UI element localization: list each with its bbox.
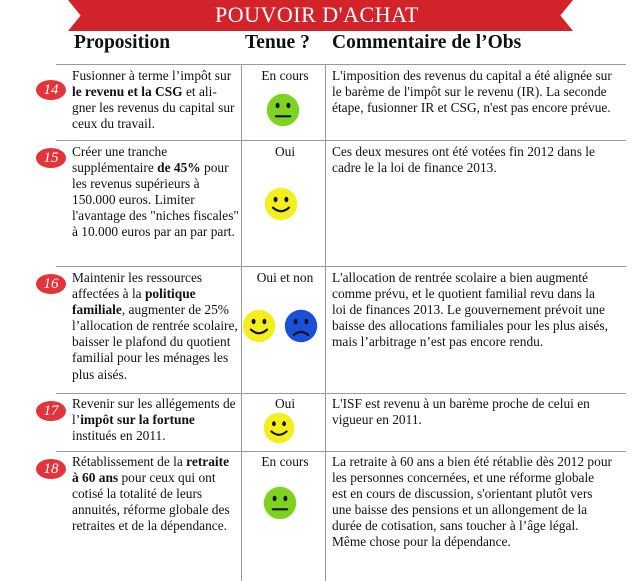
proposition-part: Rétablissement de la: [72, 454, 187, 469]
neutral-face-icon: [265, 92, 301, 128]
page-title: POUVOIR D'ACHAT: [215, 2, 419, 27]
sad-face-icon: [283, 308, 319, 344]
comment-text: L'imposition des revenus du capital a été alignée sur le barème de l'impôt sur le revenu (IR). La seconde étape, fusionner IR et CSG, n'est pas encore prévue.: [332, 68, 612, 116]
proposition-keyword: le revenu et la CSG: [72, 84, 183, 100]
row-divider: [56, 451, 626, 452]
proposal-number-badge: 17: [36, 401, 66, 421]
proposition-part: Maintenir les ressources affectées à la: [72, 270, 203, 302]
row-divider: [56, 393, 626, 394]
header-tenue: Tenue ?: [245, 32, 310, 53]
comment-text: Ces deux mesures ont été votées fin 2012 dans le cadre le la loi de finance 2013.: [332, 144, 595, 176]
proposition-text: [72, 144, 239, 241]
status-label: Oui: [274, 396, 296, 411]
column-divider: [325, 64, 326, 581]
status-label: En cours: [261, 454, 309, 469]
proposition-keyword: impôt sur la fortune: [80, 412, 195, 428]
proposition-part: pour les revenus supérieurs à 150.000 euros. Limiter l'avantage des "niches fiscales" à 10.000 euros par an par part.: [72, 160, 239, 240]
header-proposition: Proposition: [74, 32, 171, 53]
status-label: Oui: [274, 144, 296, 159]
proposition-part: pour ceux qui ont cotisé la totalité de leurs annuités, réforme globale des retraites et de la dépendance.: [72, 470, 230, 534]
proposition-text: [72, 454, 239, 534]
proposition-part: Revenir sur les allégements de l’: [72, 396, 236, 428]
comment-text: L'ISF est revenu à un barème proche de celui en vigueur en 2011.: [332, 396, 590, 428]
proposition-part: Créer une tranche supplémentaire: [72, 144, 168, 176]
proposition-part: et ali-gner les revenus du capital sur ceux du travail.: [72, 84, 235, 132]
proposal-number-badge: 16: [36, 274, 66, 294]
happy-face-icon: [241, 308, 277, 344]
proposition-keyword: de 45%: [157, 160, 201, 176]
row-divider: [56, 64, 626, 65]
comment-text: L'allocation de rentrée scolaire a bien augmenté comme prévu, et le quotient familial revu dans la loi de finances 2013. Le gouvernement prévoit une baisse des allocations familiales pour les plus aisés, mais l’arbitrage n’est pas encore rendu.: [332, 270, 608, 350]
comment-text: La retraite à 60 ans a bien été rétablie dès 2012 pour les personnes concernées, et une réforme globale est en cours de discussion, s'orientant plutôt vers une baisse des pensions et un allongement de la durée de cotisation, sans toucher à l’âge légal. Même chose pour la dépendance.: [332, 454, 612, 550]
happy-face-icon: [263, 186, 299, 222]
row-divider: [56, 266, 626, 267]
happy-face-icon: [262, 411, 296, 445]
proposition-part: Fusionner à terme l’impôt sur: [72, 68, 232, 83]
neutral-face-icon: [262, 485, 298, 521]
proposal-number-badge: 18: [36, 459, 66, 479]
proposition-part: , augmenter de 25% l’allocation de rentrée scolaire, baisser le plafond du quotient familial pour les ménages les plus aisés.: [72, 302, 238, 382]
row-divider: [56, 140, 626, 141]
header-commentaire: Commentaire de l’Obs: [332, 32, 522, 53]
proposal-number-badge: 15: [36, 148, 66, 168]
proposal-number-badge: 14: [36, 80, 66, 100]
proposition-keyword: retraite à 60 ans: [72, 454, 230, 486]
proposition-keyword: politique familiale: [72, 286, 196, 318]
proposition-text: [72, 270, 239, 383]
proposition-part: institués en 2011.: [72, 428, 166, 444]
proposition-text: [72, 396, 239, 444]
proposition-text: [72, 68, 239, 132]
status-label: En cours: [261, 68, 309, 83]
status-label: Oui et non: [256, 270, 314, 285]
